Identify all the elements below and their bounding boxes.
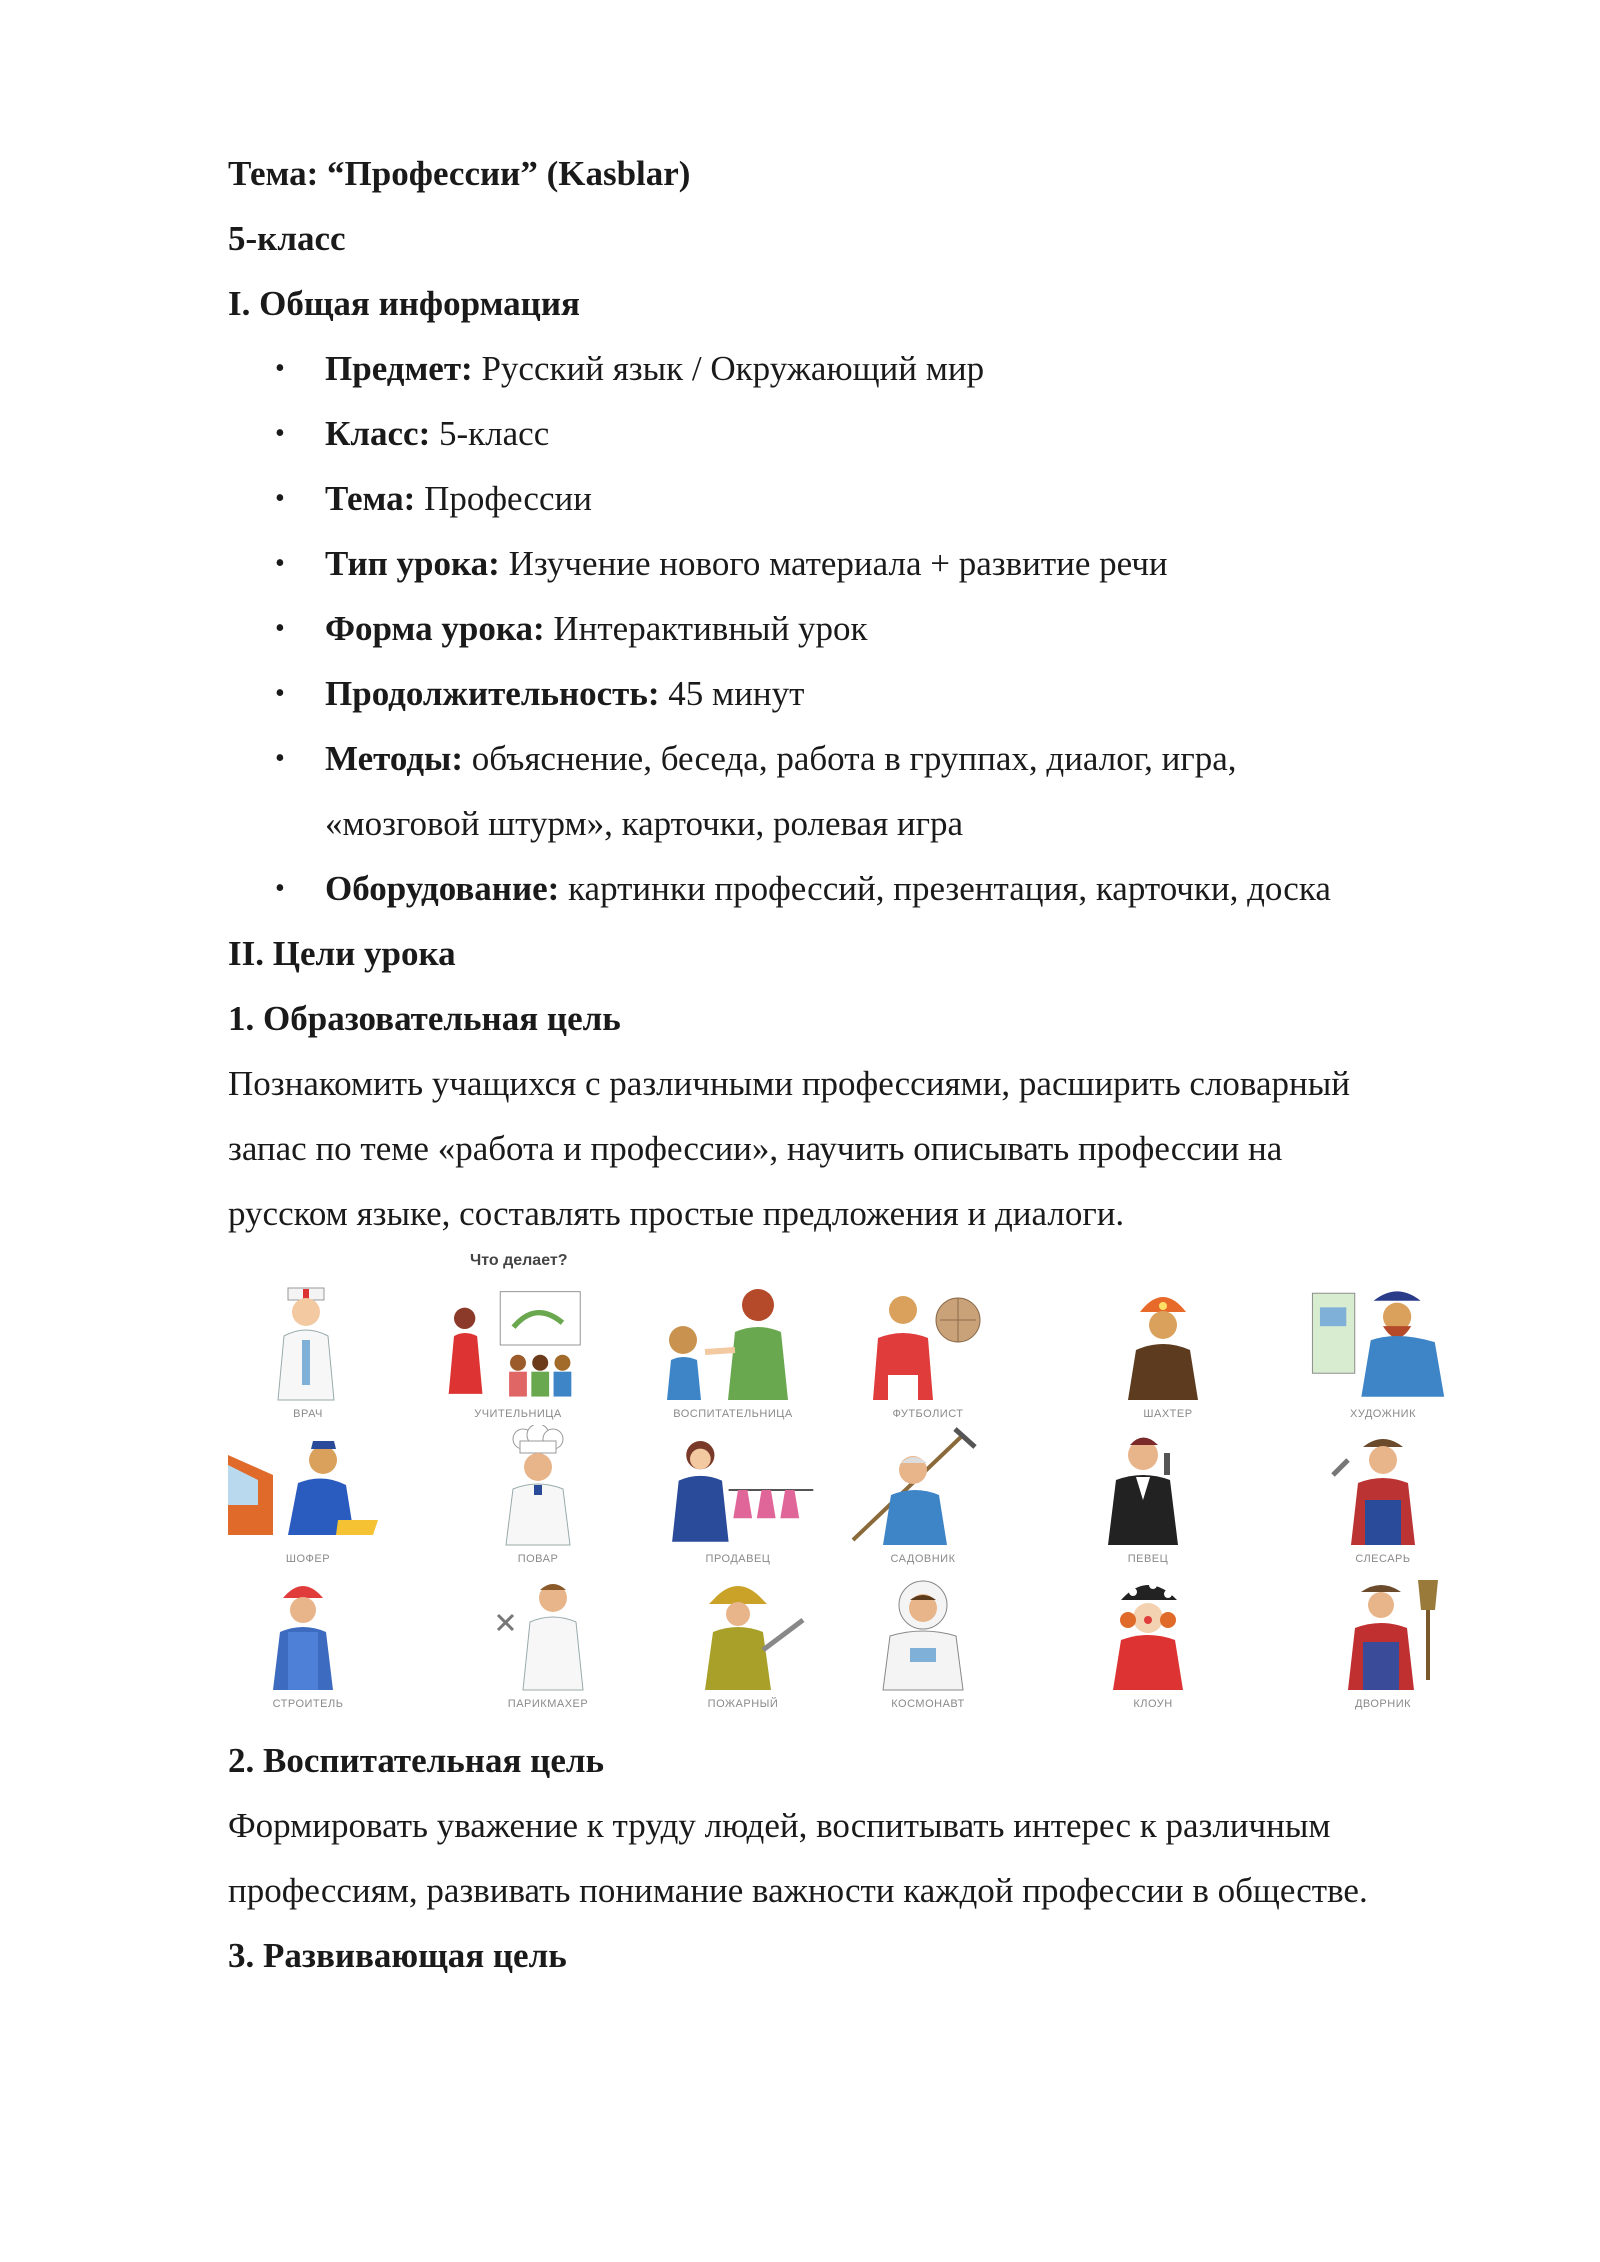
list-item-subject (325, 347, 984, 391)
bullet-marker: • (275, 613, 285, 644)
list-item-lesson-type (325, 542, 1168, 586)
list-item-value: 5-класс (430, 414, 550, 453)
list-item-value: картинки профессий, презентация, карточки, доска (559, 869, 1331, 908)
list-item-label: Методы: (325, 739, 464, 778)
bullet-marker: • (275, 743, 285, 774)
list-item-topic (325, 477, 592, 521)
builder-illustration (228, 1570, 388, 1700)
list-item-value: Русский язык / Окружающий мир (472, 349, 985, 388)
paragraph-line: Познакомить учащихся с различными профессиями, расширить словарный (228, 1064, 1350, 1103)
profession-artist (1303, 1280, 1463, 1430)
list-item-label: Предмет: (325, 349, 473, 388)
list-item-label: Класс: (325, 414, 431, 453)
profession-caption: ДВОРНИК (1354, 1698, 1412, 1710)
list-item-value: Изучение нового материала + развитие речи (499, 544, 1168, 583)
bullet-marker: • (275, 418, 285, 449)
profession-caption: ПЕВЕЦ (1127, 1553, 1169, 1565)
profession-singer (1068, 1425, 1228, 1575)
bullet-marker: • (275, 873, 285, 904)
profession-builder (228, 1570, 388, 1720)
profession-caption: КЛОУН (1133, 1698, 1173, 1710)
profession-clown (1073, 1570, 1233, 1720)
list-item-label: Тема: (325, 479, 416, 518)
profession-doctor (228, 1280, 388, 1430)
singer-illustration (1068, 1425, 1228, 1555)
profession-caption: ПОВАР (517, 1553, 559, 1565)
bullet-marker: • (275, 483, 285, 514)
profession-locksmith (1303, 1425, 1463, 1575)
profession-caption: УЧИТЕЛЬНИЦА (474, 1408, 562, 1420)
paragraph-line: запас по теме «работа и профессии», научить описывать профессии на (228, 1129, 1283, 1168)
goal-heading-developing: 3. Развивающая цель (228, 1936, 567, 1975)
profession-gardener (843, 1425, 1003, 1575)
cosmonaut-illustration (848, 1570, 1008, 1700)
profession-caption: ШАХТЕР (1143, 1408, 1193, 1420)
profession-caption: ПАРИКМАХЕР (507, 1698, 589, 1710)
locksmith-illustration (1303, 1425, 1463, 1555)
list-item-value: Интерактивный урок (544, 609, 868, 648)
profession-caption: ПОЖАРНЫЙ (707, 1698, 779, 1710)
page-title: Тема: “Профессии” (Kasblar) (228, 154, 691, 193)
list-item-value: Профессии (415, 479, 592, 518)
list-item-lesson-form (325, 607, 868, 651)
section-heading-general: I. Общая информация (228, 284, 580, 323)
hairdresser-illustration (468, 1570, 628, 1700)
list-item-class (325, 412, 549, 456)
profession-hairdresser (468, 1570, 628, 1720)
profession-teacher (438, 1280, 598, 1430)
teacher-illustration (438, 1280, 598, 1410)
grade-label: 5-класс (228, 219, 346, 258)
goal-heading-educational: 1. Образовательная цель (228, 999, 621, 1038)
list-item-equipment (325, 867, 1331, 911)
list-item-label: Продолжительность: (325, 674, 660, 713)
profession-caption: ФУТБОЛИСТ (892, 1408, 964, 1420)
paragraph-line: профессиям, развивать понимание важности каждой профессии в обществе. (228, 1871, 1368, 1910)
footballer-illustration (848, 1280, 1008, 1410)
list-item-methods-continued: «мозговой штурм», карточки, ролевая игра (325, 804, 964, 843)
picture-question: Что делает? (470, 1252, 568, 1269)
list-item-value: объяснение, беседа, работа в группах, диалог, игра, (463, 739, 1237, 778)
bullet-marker: • (275, 678, 285, 709)
professions-picture (228, 1250, 1473, 1720)
profession-miner (1088, 1280, 1248, 1430)
list-item-label: Тип урока: (325, 544, 500, 583)
driver-illustration (228, 1425, 388, 1555)
paragraph-line: русском языке, составлять простые предложения и диалоги. (228, 1194, 1125, 1233)
janitor-illustration (1303, 1570, 1463, 1700)
profession-caption: КОСМОНАВТ (891, 1698, 965, 1710)
list-item-value: 45 минут (659, 674, 805, 713)
profession-caption: ПРОДАВЕЦ (705, 1553, 771, 1565)
gardener-illustration (843, 1425, 1003, 1555)
bullet-marker: • (275, 548, 285, 579)
profession-seller (658, 1425, 818, 1575)
profession-janitor (1303, 1570, 1463, 1720)
section-heading-goals: II. Цели урока (228, 934, 456, 973)
profession-caption: ХУДОЖНИК (1349, 1408, 1416, 1420)
miner-illustration (1088, 1280, 1248, 1410)
profession-caption: СЛЕСАРЬ (1355, 1553, 1411, 1565)
cook-illustration (458, 1425, 618, 1555)
profession-footballer (848, 1280, 1008, 1430)
seller-illustration (658, 1425, 818, 1555)
profession-caption: ВРАЧ (293, 1408, 323, 1420)
artist-illustration (1303, 1280, 1463, 1410)
paragraph-line: Формировать уважение к труду людей, воспитывать интерес к различным (228, 1806, 1331, 1845)
doctor-illustration (228, 1280, 388, 1410)
firefighter-illustration (663, 1570, 823, 1700)
list-item-label: Оборудование: (325, 869, 560, 908)
bullet-marker: • (275, 353, 285, 384)
list-item-methods (325, 737, 1237, 781)
profession-cook (458, 1425, 618, 1575)
educator-illustration (653, 1280, 813, 1410)
profession-driver (228, 1425, 388, 1575)
clown-illustration (1073, 1570, 1233, 1700)
profession-cosmonaut (848, 1570, 1008, 1720)
list-item-duration (325, 672, 804, 716)
profession-firefighter (663, 1570, 823, 1720)
profession-caption: ШОФЕР (285, 1553, 331, 1565)
profession-caption: САДОВНИК (890, 1553, 956, 1565)
profession-caption: СТРОИТЕЛЬ (272, 1698, 344, 1710)
profession-caption: ВОСПИТАТЕЛЬНИЦА (673, 1408, 793, 1420)
list-item-label: Форма урока: (325, 609, 545, 648)
goal-heading-upbringing: 2. Воспитательная цель (228, 1741, 604, 1780)
profession-educator (653, 1280, 813, 1430)
